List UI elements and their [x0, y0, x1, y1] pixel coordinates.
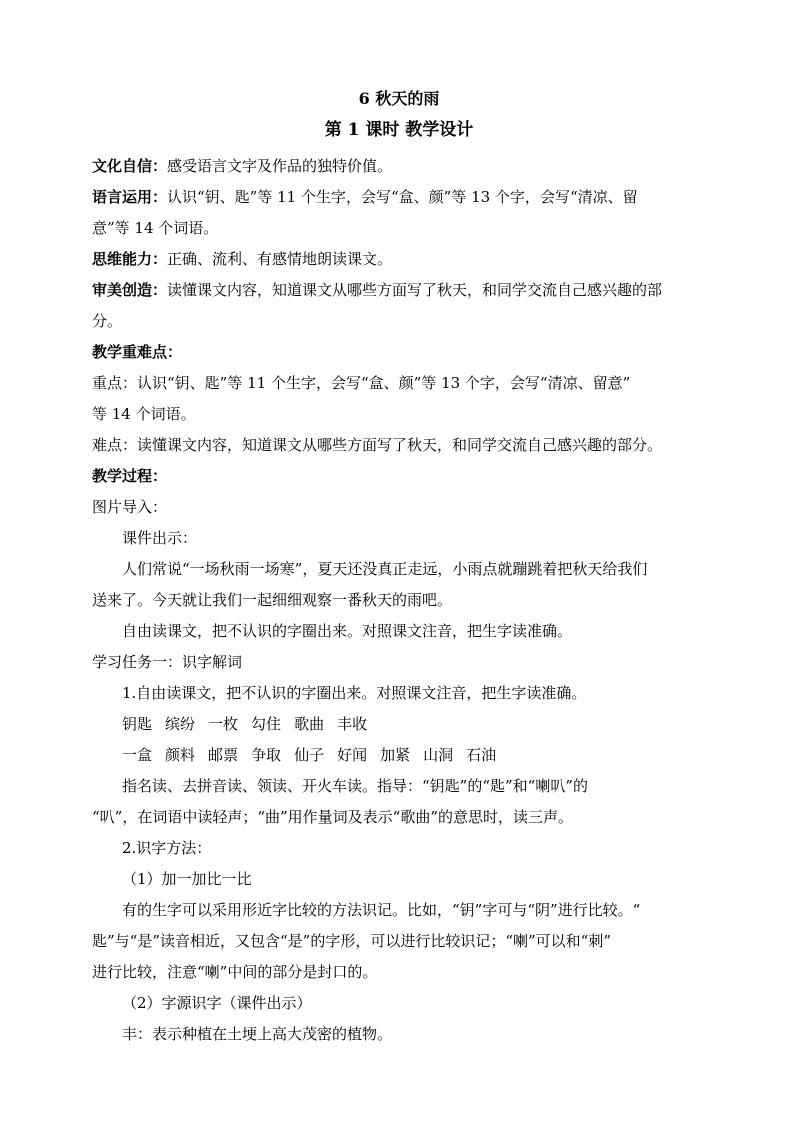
goal-thinking — [92, 244, 706, 275]
vocab-word: 钥匙 — [122, 715, 153, 733]
vocab-word: 加紧 — [380, 746, 411, 764]
lesson-title: 6 秋天的雨 — [358, 89, 440, 108]
goal-text: 读懂课文内容，知道课文从哪些方面写了秋天，和同学交流自己感兴趣的部 — [167, 281, 663, 299]
paragraph-line: 人们常说“一场秋雨一场寒”，夏天还没真正走远，小雨点就蹦跳着把秋天给我们 — [122, 560, 648, 578]
goal-label: 审美创造： — [92, 281, 168, 299]
paragraph-line: 丰：表示种植在土埂上高大茂密的植物。 — [122, 1025, 393, 1043]
vocab-word: 石油 — [466, 746, 497, 764]
goal-text: 正确、流利、有感情地朗读课文。 — [167, 250, 393, 268]
goal-language-cont: 意”等 14 个词语。 — [92, 219, 219, 237]
vocab-word: 争取 — [251, 746, 282, 764]
goal-label: 思维能力： — [92, 250, 168, 268]
goal-label: 语言运用： — [92, 188, 168, 206]
goal-language — [92, 182, 706, 213]
vocab-word: 邮票 — [208, 746, 239, 764]
document-page — [92, 84, 706, 1050]
key-point-focus: 重点：认识“钥、匙”等 11 个生字，会写“盒、颜”等 13 个字，会写“清凉、留意” — [92, 374, 631, 392]
paragraph-line: 指名读、去拼音读、领读、开火车读。指导：“钥匙”的“匙”和“喇叭”的 — [122, 777, 589, 795]
method-two-heading: （2）字源识字（课件出示） — [122, 994, 312, 1012]
key-point-difficulty: 难点：读懂课文内容，知道课文从哪些方面写了秋天，和同学交流自己感兴趣的部分。 — [92, 436, 663, 454]
vocab-word: 仙子 — [294, 746, 325, 764]
method-one-heading: （1）加一加比一比 — [122, 870, 252, 888]
word-row-2 — [92, 740, 706, 771]
paragraph-line: 自由读课文，把不认识的字圈出来。对照课文注音，把生字读准确。 — [122, 622, 573, 640]
vocab-word: 缤纷 — [165, 715, 196, 733]
word-row-1 — [92, 709, 706, 740]
vocab-word: 勾住 — [251, 715, 282, 733]
key-points-heading: 教学重难点： — [92, 343, 183, 361]
goal-text: 认识“钥、匙”等 11 个生字，会写“盒、颜”等 13 个字，会写“清凉、留 — [167, 188, 638, 206]
task-heading: 学习任务一：识字解词 — [92, 653, 243, 671]
goal-culture — [92, 151, 706, 182]
goal-label: 文化自信： — [92, 157, 168, 175]
paragraph-line: 匙”与“是”读音相近，又包含“是”的字形，可以进行比较识记；“喇”可以和“刺” — [92, 932, 612, 950]
paragraph-line: 有的生字可以采用形近字比较的方法识记。比如，“钥”字可与“阴”进行比较。“ — [122, 901, 641, 919]
process-heading: 教学过程： — [92, 467, 168, 485]
paragraph-line: “叭”，在词语中读轻声；“曲”用作量词及表示“歌曲”的意思时，读三声。 — [92, 808, 574, 826]
step-two: 2.识字方法： — [122, 839, 212, 857]
courseware-label: 课件出示： — [122, 529, 198, 547]
lesson-subtitle: 第 1 课时 教学设计 — [324, 120, 474, 140]
goal-text: 感受语言文字及作品的独特价值。 — [167, 157, 393, 175]
vocab-word: 山洞 — [423, 746, 454, 764]
key-point-focus-cont: 等 14 个词语。 — [92, 405, 196, 423]
goal-aesthetic-cont: 分。 — [92, 312, 123, 330]
vocab-word: 一盒 — [122, 746, 153, 764]
vocab-word: 丰收 — [337, 715, 368, 733]
goal-aesthetic — [92, 275, 706, 306]
step-one: 1.自由读课文，把不认识的字圈出来。对照课文注音，把生字读准确。 — [122, 684, 587, 702]
vocab-word: 颜料 — [165, 746, 196, 764]
paragraph-line: 进行比较，注意“喇”中间的部分是封口的。 — [92, 963, 378, 981]
intro-label: 图片导入： — [92, 498, 168, 516]
paragraph-line: 送来了。今天就让我们一起细细观察一番秋天的雨吧。 — [92, 591, 453, 609]
vocab-word: 一枚 — [208, 715, 239, 733]
vocab-word: 好闻 — [337, 746, 368, 764]
vocab-word: 歌曲 — [294, 715, 325, 733]
